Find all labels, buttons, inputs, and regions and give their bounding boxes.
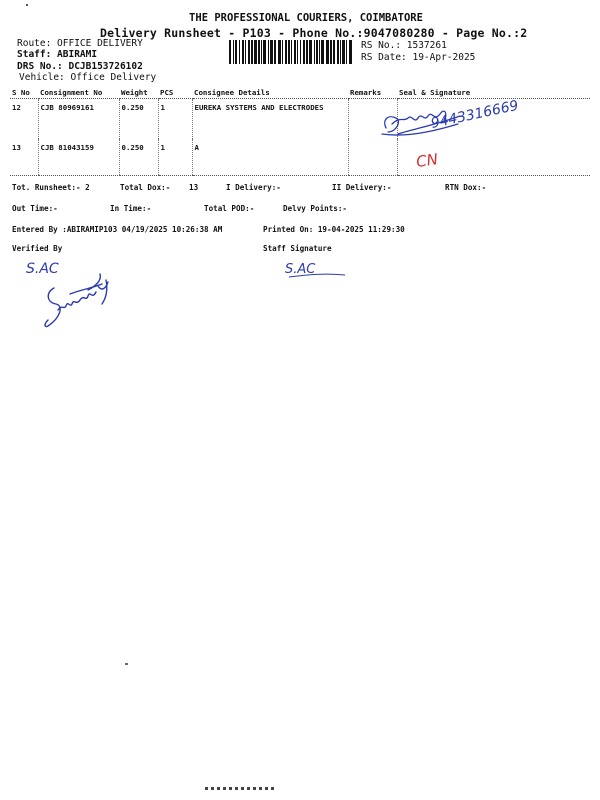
col-consignment: Consignment No xyxy=(38,86,119,99)
rs-number: RS No.: 1537261 xyxy=(361,40,447,51)
handwritten-cn: CN xyxy=(415,150,440,171)
cell-consignment: CJB 81043159 xyxy=(38,139,119,176)
verified-by-label: Verified By xyxy=(12,244,63,253)
scan-speck xyxy=(125,663,128,665)
total-dox-label: Total Dox:- xyxy=(120,183,171,192)
verified-initials: S.AC xyxy=(26,261,59,277)
company-title: THE PROFESSIONAL COURIERS, COIMBATORE xyxy=(189,12,423,24)
staff-initials: S.AC xyxy=(285,262,316,277)
cell-consignee: EUREKA SYSTEMS AND ELECTRODES xyxy=(192,99,348,140)
col-consignee: Consignee Details xyxy=(192,86,348,99)
rtn-dox: RTN Dox:- xyxy=(445,183,487,192)
staff-signature-label: Staff Signature xyxy=(263,244,332,253)
scan-speck xyxy=(26,4,28,6)
delvy-points: Delvy Points:- xyxy=(283,204,348,213)
barcode-gap xyxy=(352,40,354,64)
in-time: In Time:- xyxy=(110,204,152,213)
ii-delivery: II Delivery:- xyxy=(332,183,392,192)
col-sno: S No xyxy=(10,86,38,99)
handwritten-phone: 9443316669 xyxy=(429,97,520,132)
col-weight: Weight xyxy=(119,86,158,99)
rs-date: RS Date: 19-Apr-2025 xyxy=(361,52,476,63)
total-dox-value: 13 xyxy=(189,183,199,192)
staff-initials-icon xyxy=(283,255,353,285)
out-time: Out Time:- xyxy=(12,204,58,213)
cell-sno: 12 xyxy=(12,103,21,112)
cell-consignee: A xyxy=(192,139,348,176)
vehicle-label: Vehicle: Office Delivery xyxy=(19,72,157,83)
verifier-signature-icon xyxy=(40,270,120,338)
tot-runsheet: Tot. Runsheet:- 2 xyxy=(12,183,90,192)
handwritten-cn-icon xyxy=(415,148,465,178)
total-pod: Total POD:- xyxy=(204,204,255,213)
printed-on: Printed On: 19-04-2025 11:29:30 xyxy=(263,225,405,234)
col-pcs: PCS xyxy=(158,86,192,99)
cell-weight: 0.250 xyxy=(119,99,158,140)
i-delivery: I Delivery:- xyxy=(226,183,281,192)
col-remarks: Remarks xyxy=(348,86,397,99)
cell-weight: 0.250 xyxy=(119,139,158,176)
staff-label: Staff: ABIRAMI xyxy=(17,49,98,60)
cell-pcs: 1 xyxy=(158,139,192,176)
drs-number: DRS No.: DCJB153726102 xyxy=(17,61,143,72)
runsheet-subtitle: Delivery Runsheet - P103 - Phone No.:9047080280 - Page No.:2 xyxy=(100,26,528,40)
cell-consignment: CJB 80969161 xyxy=(38,99,119,140)
cell-sno: 13 xyxy=(10,139,38,176)
route-label: Route: OFFICE DELIVERY xyxy=(17,38,143,49)
col-seal: Seal & Signature xyxy=(397,86,590,99)
barcode xyxy=(229,40,355,64)
entered-by: Entered By :ABIRAMIP103 04/19/2025 10:26:38 AM xyxy=(12,225,223,234)
scan-smudge xyxy=(205,787,275,790)
cell-pcs: 1 xyxy=(158,99,192,140)
